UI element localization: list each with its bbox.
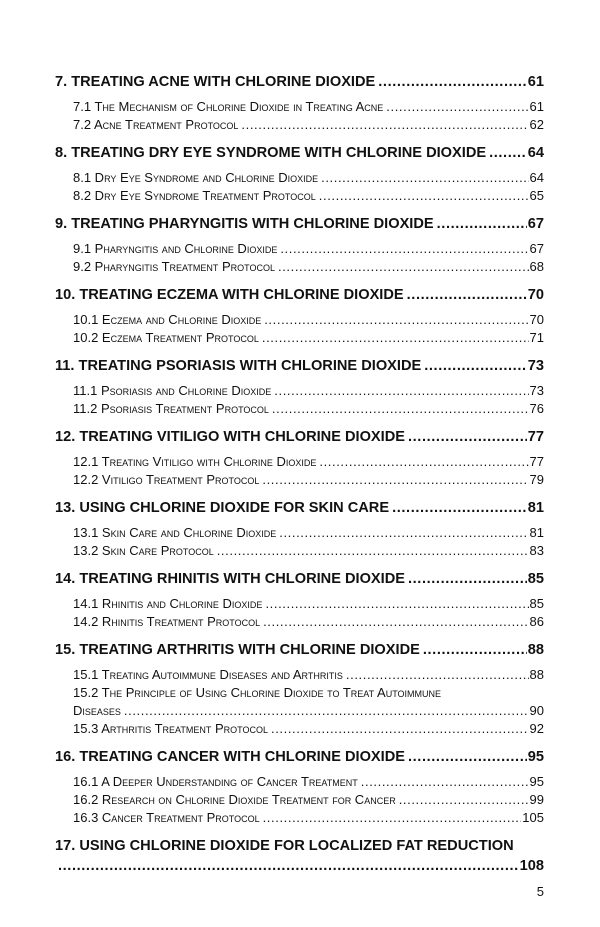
entry-page-number: 61 [527,74,544,90]
entry-page-number: 62 [529,117,544,132]
entry-title: 14.2 Rhinitis Treatment Protocol [73,614,261,629]
entry-page-number: 79 [529,472,544,487]
section-entry[interactable] [73,169,544,187]
entry-page-number: 76 [529,401,544,416]
entry-page-number: 95 [529,774,544,789]
entry-page-number: 67 [529,241,544,256]
entry-page-number: 92 [529,721,544,736]
dot-leader [280,240,528,258]
section-entry[interactable] [73,400,544,418]
dot-leader [489,143,527,163]
section-entry[interactable] [73,187,544,205]
chapter-heading[interactable] [55,143,544,163]
section-entry-continued[interactable] [73,702,544,720]
entry-title: 16.1 A Deeper Understanding of Cancer Treatment [73,774,358,789]
dot-leader [399,791,529,809]
chapter-heading[interactable] [55,427,544,447]
dot-leader [424,356,527,376]
chapter-page-line[interactable] [55,856,544,876]
entry-page-number: 108 [519,858,544,874]
entry-page-number: 83 [529,543,544,558]
entry-title: 10. TREATING ECZEMA WITH CHLORINE DIOXIDE [55,287,404,303]
section-list [73,773,544,827]
section-entry[interactable]: 15.2 The Principle of Using Chlorine Dioxide to Treat Autoimmune [73,685,442,700]
entry-page-number: 85 [529,596,544,611]
section-entry[interactable] [73,773,544,791]
section-entry[interactable] [73,791,544,809]
dot-leader [437,214,527,234]
dot-leader [321,169,528,187]
entry-title: 11.2 Psoriasis Treatment Protocol [73,401,269,416]
dot-leader [274,382,528,400]
entry-page-number: 81 [529,525,544,540]
section-list [73,524,544,560]
page-number: 5 [536,884,544,899]
dot-leader [262,329,529,347]
dot-leader [346,666,529,684]
chapter-heading[interactable] [55,747,544,767]
entry-title: 7.1 The Mechanism of Chlorine Dioxide in Treating Acne [73,99,384,114]
entry-title: 11.1 Psoriasis and Chlorine Dioxide [73,383,272,398]
entry-page-number: 61 [529,99,544,114]
entry-title: 12.2 Vitiligo Treatment Protocol [73,472,260,487]
entry-title: 14.1 Rhinitis and Chlorine Dioxide [73,596,263,611]
dot-leader [319,187,529,205]
dot-leader [423,640,527,660]
entry-title: 12.1 Treating Vitiligo with Chlorine Dioxide [73,454,317,469]
dot-leader [392,498,527,518]
entry-title: 11. TREATING PSORIASIS WITH CHLORINE DIOXIDE [55,358,422,374]
dot-leader [378,72,527,92]
dot-leader [271,720,529,738]
dot-leader [386,98,528,116]
dot-leader [278,258,529,276]
entry-page-number: 90 [529,703,544,718]
entry-page-number: 86 [529,614,544,629]
chapter-heading[interactable]: 17. USING CHLORINE DIOXIDE FOR LOCALIZED FAT REDUCTION [55,838,514,854]
section-entry[interactable] [73,471,544,489]
dot-leader [262,471,528,489]
entry-title: 16. TREATING CANCER WITH CHLORINE DIOXIDE [55,749,405,765]
section-entry[interactable] [73,311,544,329]
section-entry[interactable] [73,240,544,258]
section-entry[interactable] [73,595,544,613]
chapter-heading[interactable] [55,640,544,660]
dot-leader [241,116,528,134]
entry-page-number: 67 [527,216,544,232]
entry-title: 15.1 Treating Autoimmune Diseases and Arthritis [73,667,343,682]
dot-leader [408,747,527,767]
entry-page-number: 65 [529,188,544,203]
section-list [73,666,544,738]
entry-title: 8. TREATING DRY EYE SYNDROME WITH CHLORINE DIOXIDE [55,145,487,161]
chapter-heading[interactable] [55,569,544,589]
entry-title: 13. USING CHLORINE DIOXIDE FOR SKIN CARE [55,500,390,516]
chapter-heading[interactable] [55,356,544,376]
entry-page-number: 73 [527,358,544,374]
entry-page-number: 77 [527,429,544,445]
entry-title: 9. TREATING PHARYNGITIS WITH CHLORINE DIOXIDE [55,216,434,232]
dot-leader [124,702,529,720]
section-entry[interactable] [73,524,544,542]
entry-page-number: 64 [527,145,544,161]
entry-title: 8.2 Dry Eye Syndrome Treatment Protocol [73,188,316,203]
entry-title: Diseases [73,703,121,718]
chapter-heading[interactable] [55,285,544,305]
section-entry[interactable] [73,382,544,400]
dot-leader [408,569,527,589]
entry-page-number: 105 [522,810,544,825]
chapter-heading[interactable] [55,214,544,234]
entry-page-number: 88 [527,642,544,658]
entry-page-number: 64 [529,170,544,185]
dot-leader [263,613,528,631]
entry-page-number: 85 [527,571,544,587]
section-entry[interactable] [73,666,544,684]
entry-page-number: 71 [529,330,544,345]
section-entry[interactable] [73,809,544,827]
entry-title: 9.1 Pharyngitis and Chlorine Dioxide [73,241,278,256]
section-list [73,98,544,134]
entry-title: 13.1 Skin Care and Chlorine Dioxide [73,525,277,540]
entry-title: 16.2 Research on Chlorine Dioxide Treatment for Cancer [73,792,396,807]
section-list [73,382,544,418]
section-entry[interactable] [73,258,544,276]
section-entry[interactable] [73,116,544,134]
dot-leader [408,427,527,447]
section-list [73,169,544,205]
dot-leader [272,400,529,418]
dot-leader [263,809,522,827]
section-entry[interactable] [73,613,544,631]
section-entry[interactable] [73,453,544,471]
section-list [73,595,544,631]
entry-page-number: 70 [527,287,544,303]
entry-title: 8.1 Dry Eye Syndrome and Chlorine Dioxide [73,170,319,185]
entry-page-number: 70 [529,312,544,327]
entry-title: 16.3 Cancer Treatment Protocol [73,810,260,825]
section-entry[interactable] [73,720,544,738]
dot-leader [264,311,528,329]
dot-leader [361,773,529,791]
chapter-heading[interactable] [55,72,544,92]
section-entry[interactable] [73,329,544,347]
entry-page-number: 88 [529,667,544,682]
dot-leader [407,285,527,305]
section-list [73,311,544,347]
entry-title: 12. TREATING VITILIGO WITH CHLORINE DIOXIDE [55,429,405,445]
entry-page-number: 77 [529,454,544,469]
entry-page-number: 81 [527,500,544,516]
dot-leader [319,453,528,471]
section-entry[interactable] [73,98,544,116]
entry-page-number: 99 [529,792,544,807]
entry-title: 15. TREATING ARTHRITIS WITH CHLORINE DIOXIDE [55,642,420,658]
section-list [73,240,544,276]
entry-title: 10.2 Eczema Treatment Protocol [73,330,259,345]
entry-title: 10.1 Eczema and Chlorine Dioxide [73,312,262,327]
entry-title: 15.3 Arthritis Treatment Protocol [73,721,268,736]
entry-title: 9.2 Pharyngitis Treatment Protocol [73,259,275,274]
entry-page-number: 73 [529,383,544,398]
dot-leader [265,595,528,613]
dot-leader [217,542,529,560]
entry-page-number: 68 [529,259,544,274]
section-list [73,453,544,489]
entry-page-number: 95 [527,749,544,765]
entry-title: 7. TREATING ACNE WITH CHLORINE DIOXIDE [55,74,376,90]
section-entry[interactable] [73,542,544,560]
entry-title: 13.2 Skin Care Protocol [73,543,214,558]
table-of-contents [55,72,544,876]
chapter-heading[interactable] [55,498,544,518]
dot-leader [279,524,528,542]
entry-title: 7.2 Acne Treatment Protocol [73,117,239,132]
entry-title: 14. TREATING RHINITIS WITH CHLORINE DIOXIDE [55,571,405,587]
dot-leader [58,856,519,876]
